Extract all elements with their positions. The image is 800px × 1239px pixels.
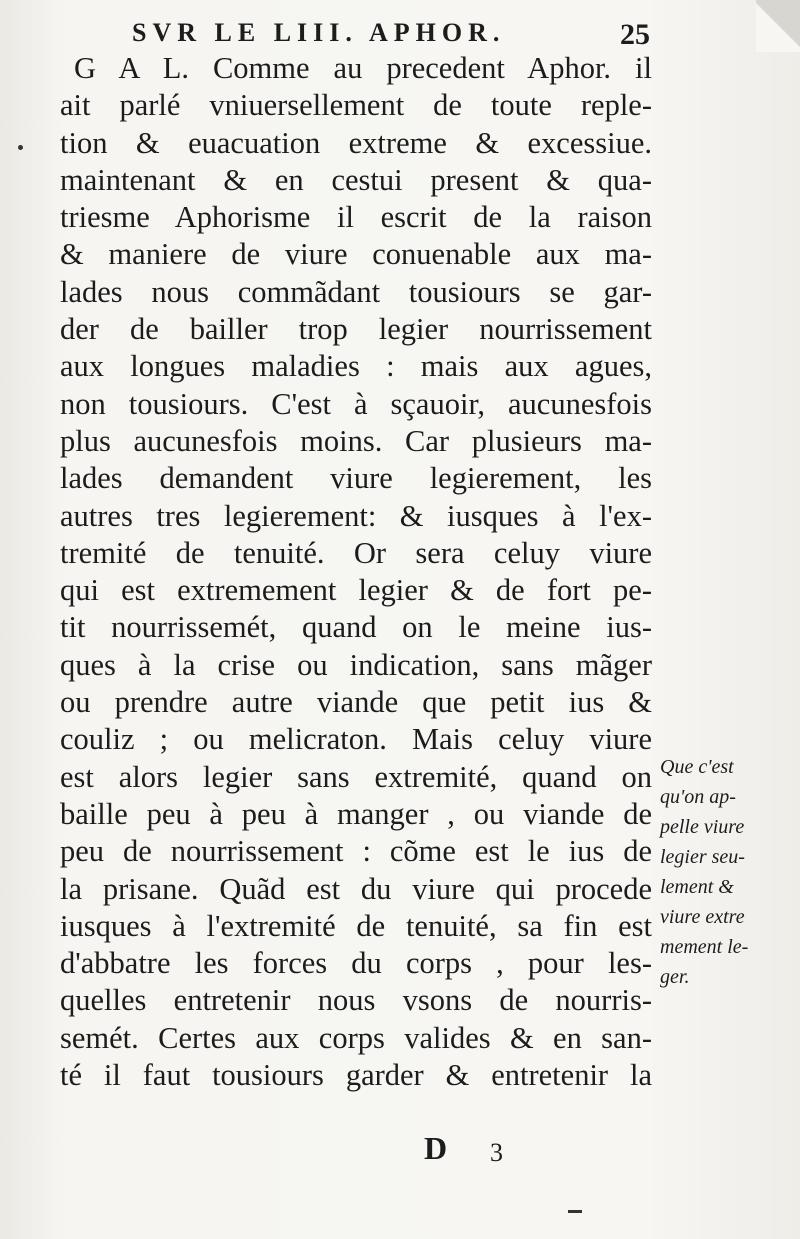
text-line: ques à la crise ou indication, sans mãger [60, 647, 652, 682]
text-line: lades nous commãdant tousiours se gar- [60, 274, 652, 309]
text-line: qui est extremement legier & de fort pe- [60, 573, 652, 608]
text-line: ou prendre autre viande que petit ius & [60, 685, 652, 720]
body-text [60, 50, 652, 1094]
margin-note [660, 752, 794, 992]
text-line: aux longues maladies : mais aux agues, [60, 349, 652, 384]
margin-note-line: viure extre [660, 906, 745, 928]
text-line: & maniere de viure conuenable aux ma- [60, 237, 652, 272]
text-line: ait parlé vniuersellement de toute reple- [60, 88, 652, 123]
bottom-dash [568, 1210, 582, 1213]
text-line: plus aucunesfois moins. Car plusieurs ma- [60, 423, 652, 458]
signature-mark [424, 1130, 534, 1174]
text-line: iusques à l'extremité de tenuité, sa fin est [60, 908, 652, 943]
signature-letter: D [424, 1130, 448, 1166]
text-line: der de bailler trop legier nourrissement [60, 312, 652, 347]
running-head-title: SVR LE LIII. APHOR. [132, 18, 506, 47]
text-line: semét. Certes aux corps valides & en san- [60, 1020, 652, 1055]
margin-note-line: pelle viure [660, 816, 745, 838]
margin-note-line: ger. [660, 966, 690, 988]
margin-note-line: Que c'est [660, 756, 734, 778]
margin-note-line: qu'on ap- [660, 786, 736, 808]
text-line: maintenant & en cestui present & qua- [60, 162, 652, 197]
text-line: couliz ; ou melicraton. Mais celuy viure [60, 722, 652, 757]
text-line: d'abbatre les forces du corps , pour les- [60, 946, 652, 981]
text-line: la prisane. Quãd est du viure qui procede [60, 871, 652, 906]
signature-number: 3 [490, 1138, 503, 1167]
page-corner-fold [756, 0, 800, 52]
text-line: quelles entretenir nous vsons de nourris- [60, 983, 652, 1018]
bleed-through-text [64, 1124, 184, 1144]
text-line: triesme Aphorisme il escrit de la raison [60, 200, 652, 235]
text-line: baille peu à peu à manger , ou viande de [60, 796, 652, 831]
ink-speck [18, 145, 23, 150]
text-line: tit nourrissemét, quand on le meine ius- [60, 610, 652, 645]
text-line: non tousiours. C'est à sçauoir, aucunesfois [60, 386, 652, 421]
text-line: lades demandent viure legierement, les [60, 461, 652, 496]
running-head [124, 18, 654, 52]
text-line: té il faut tousiours garder & entretenir la [60, 1058, 652, 1093]
text-line: peu de nourrissement : cõme est le ius de [60, 834, 652, 869]
text-line: G A L. Comme au precedent Aphor. il [74, 51, 652, 85]
text-line: est alors legier sans extremité, quand on [60, 759, 652, 794]
text-line: tion & euacuation extreme & excessiue. [60, 125, 652, 160]
text-line: tremité de tenuité. Or sera celuy viure [60, 535, 652, 570]
text-line: autres tres legierement: & iusques à l'ex- [60, 498, 652, 533]
margin-note-line: legier seu- [660, 846, 745, 868]
margin-note-line: mement le- [660, 936, 749, 958]
margin-note-line: lement & [660, 876, 734, 898]
page-number: 25 [620, 18, 650, 51]
